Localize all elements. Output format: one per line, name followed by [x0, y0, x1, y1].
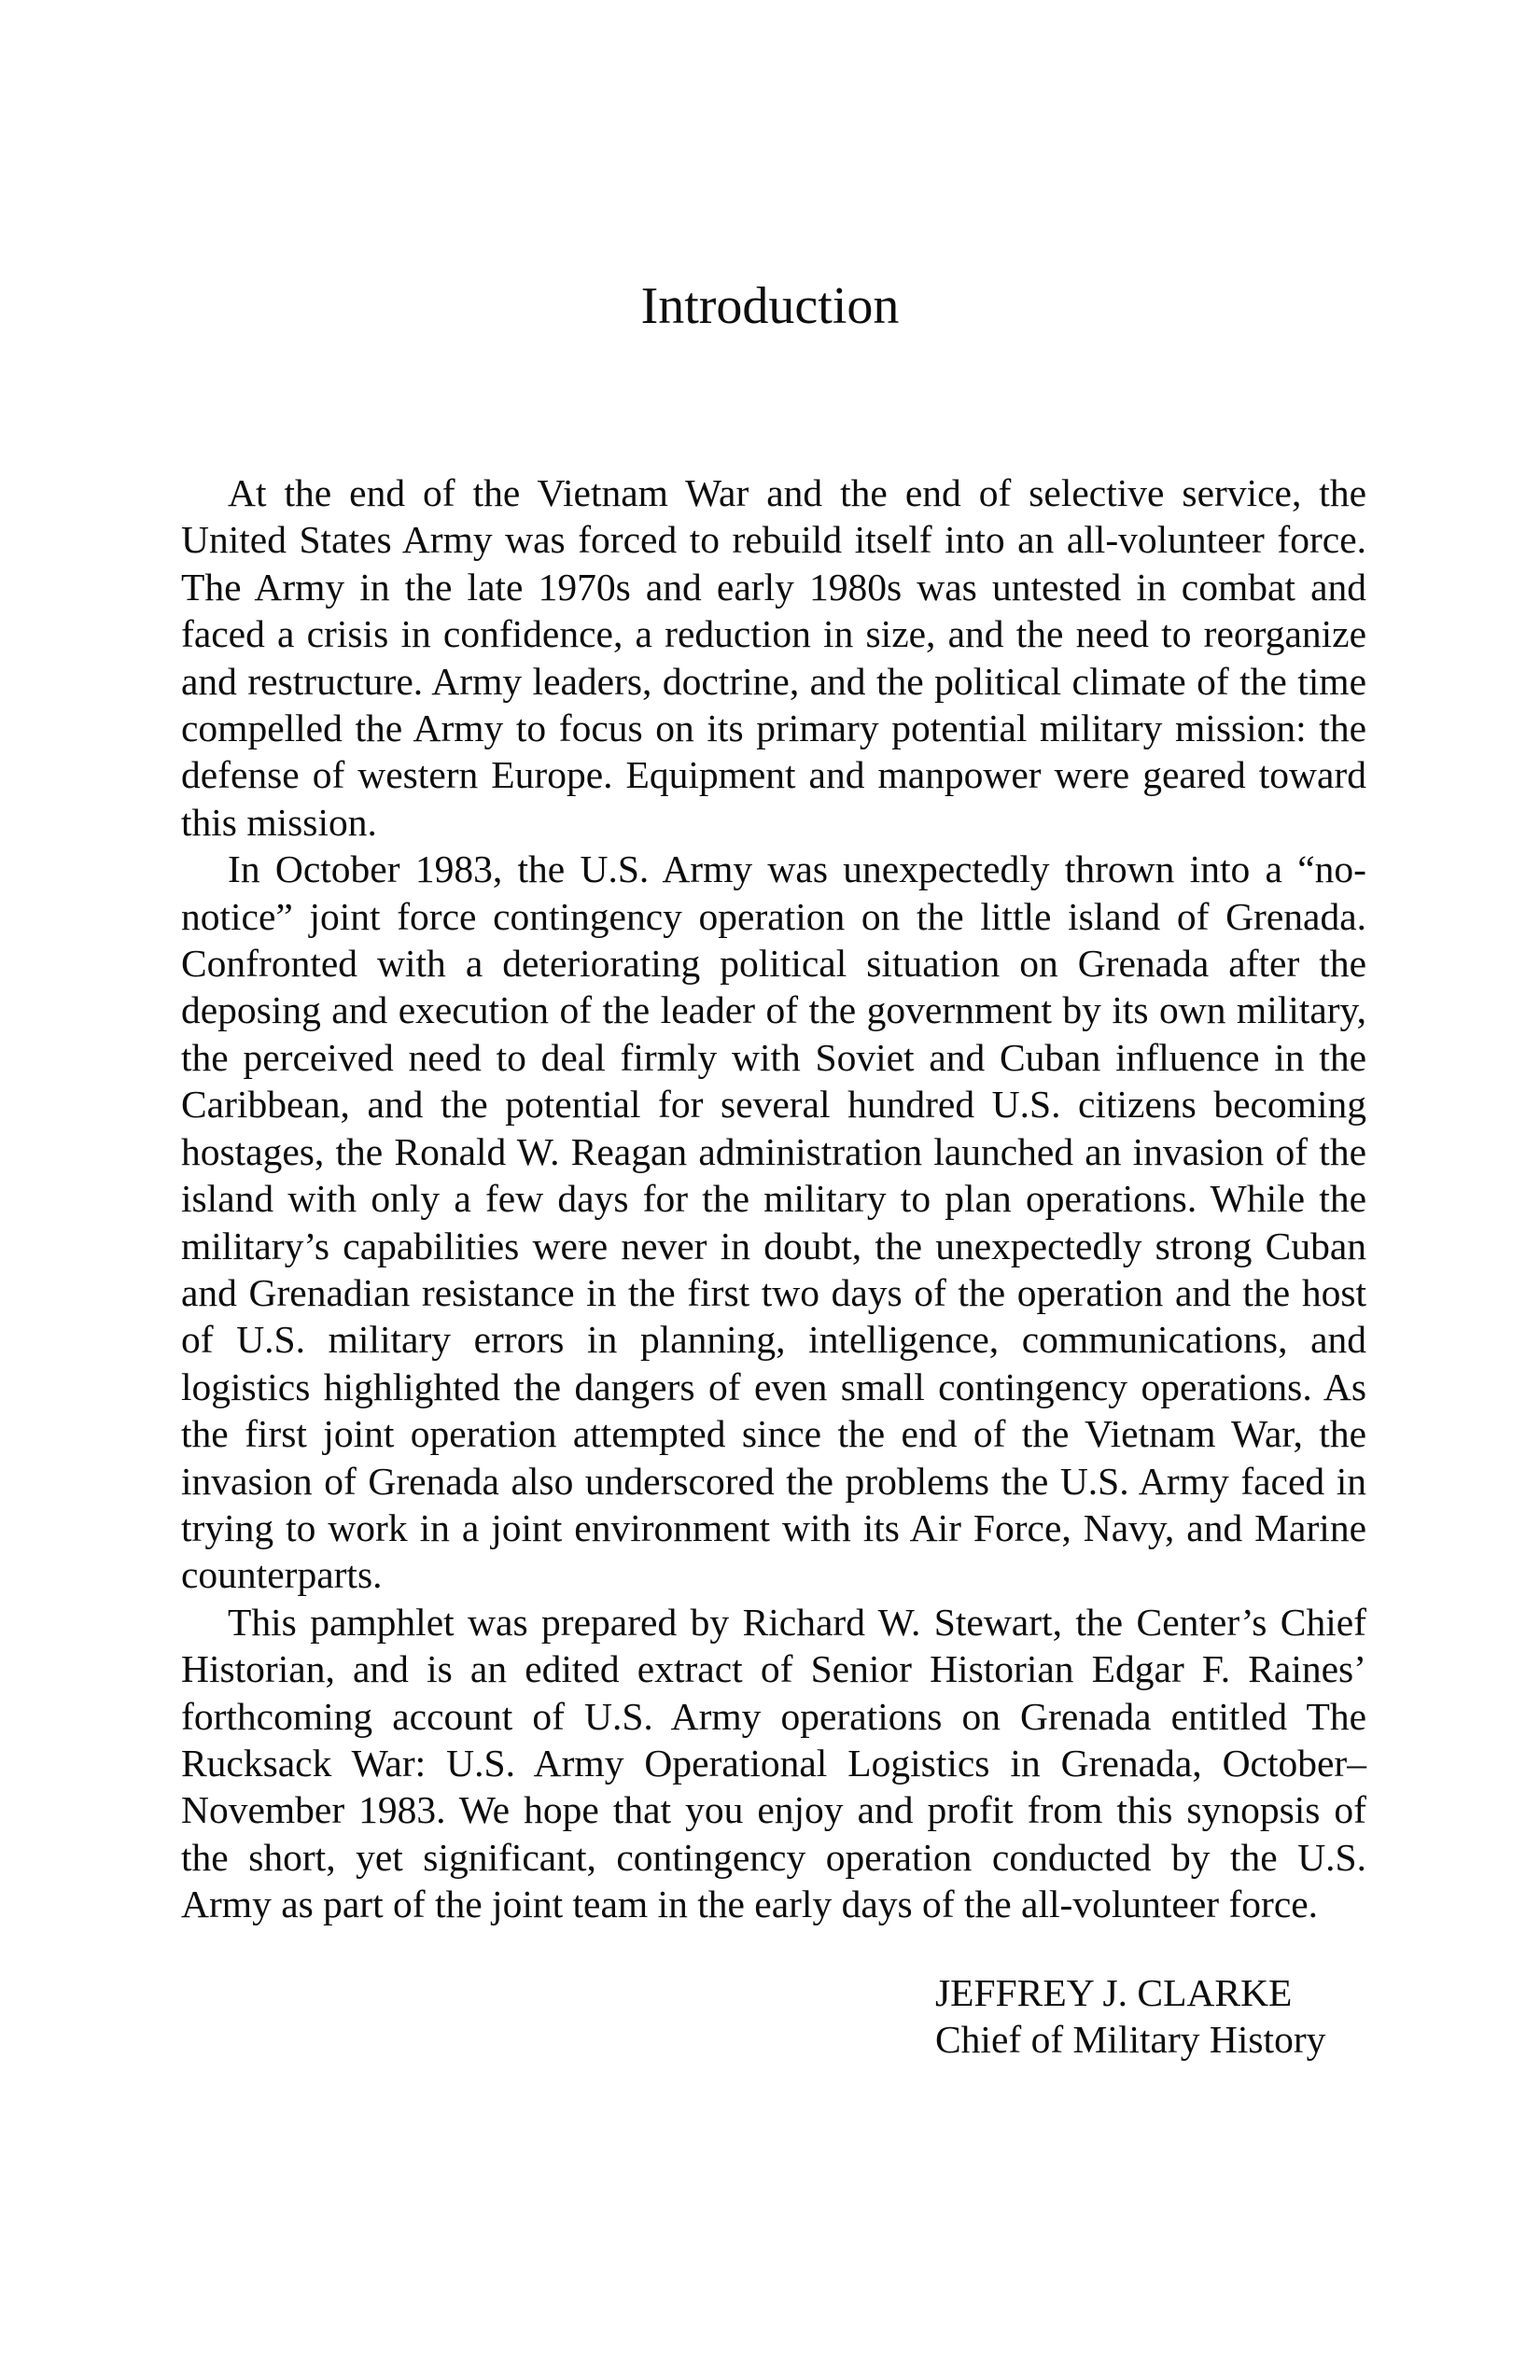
signature-name: JEFFREY J. CLARKE [935, 1971, 1293, 2014]
signature-block [935, 1969, 1325, 2064]
paragraph-2: In October 1983, the U.S. Army was unexpectedly thrown into a “no-notice” joint force contingency operation on the little island of Grenada. Confronted with a deteriorating political situation on Grenada after the deposing and execution of the leader of the government by its own military, the perceived need to deal firmly with Soviet and Cuban influence in the Caribbean, and the potential for several hundred U.S. citizens becoming hostages, the Ronald W. Reagan administration launched an invasion of the island with only a few days for the military to plan operations. While the military’s capabilities were never in doubt, the unexpectedly strong Cuban and Grenadian resistance in the first two days of the operation and the host of U.S. military errors in planning, intelligence, communications, and logistics highlighted the dangers of even small contingency operations. As the first joint operation attempted since the end of the Vietnam War, the invasion of Grenada also underscored the problems the U.S. Army faced in trying to work in a joint environment with its Air Force, Navy, and Marine counterparts. [181, 847, 1366, 1597]
paragraph-1: At the end of the Vietnam War and the end of selective service, the United States Army was forced to rebuild itself into an all-volunteer force. The Army in the late 1970s and early 1980s was untested in combat and faced a crisis in confidence, a reduction in size, and the need to reorganize and restructure. Army leaders, doctrine, and the political climate of the time compelled the Army to focus on its primary potential military mission: the defense of western Europe. Equipment and manpower were geared toward this mission. [181, 471, 1366, 844]
signature-role: Chief of Military History [935, 2018, 1326, 2062]
paragraph-3: This pamphlet was prepared by Richard W. Stewart, the Center’s Chief Historian, and is an edited extract of Senior Historian Edgar F. Raines’ forthcoming account of U.S. Army operations on Grenada entitled The Rucksack War: U.S. Army Operational Logistics in Grenada, October–November 1983. We hope that you enjoy and profit from this synopsis of the short, yet significant, contingency operation conducted by the U.S. Army as part of the joint team in the early days of the all-volunteer force. [181, 1600, 1366, 1926]
body-text [181, 469, 1366, 1928]
page-title: Introduction [640, 277, 900, 335]
